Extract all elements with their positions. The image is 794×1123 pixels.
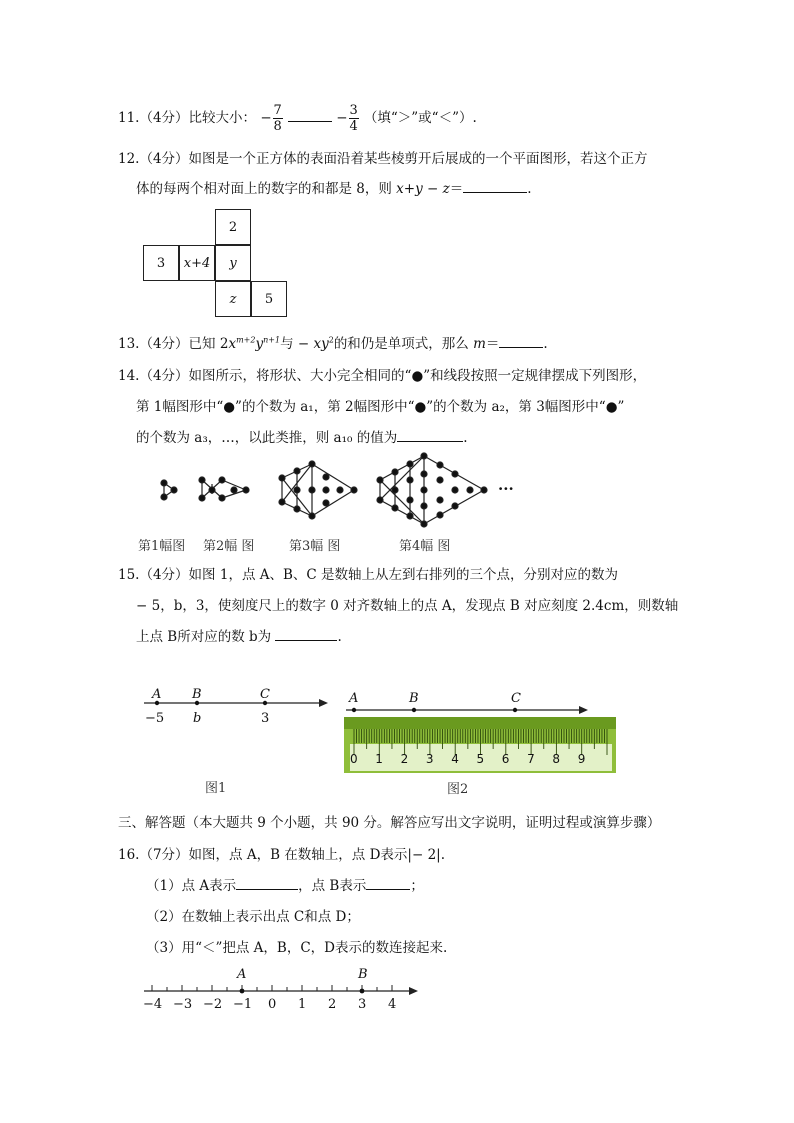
ruler-number: 5	[476, 752, 485, 766]
question-13	[118, 332, 548, 352]
value-label: b	[193, 711, 202, 726]
net-cell: y	[215, 245, 251, 281]
term-xy: xy	[313, 336, 329, 352]
q16-text: ，点 B表示	[298, 878, 367, 894]
answer-blank[interactable]	[366, 877, 410, 890]
ruler-number: 7	[527, 752, 535, 766]
answer-blank[interactable]	[499, 335, 543, 348]
q14-line3	[136, 426, 468, 446]
exponent: n+1	[263, 335, 281, 345]
dot-pattern-figures	[140, 450, 540, 535]
value-label: 3	[261, 711, 270, 726]
point-label-a: A	[349, 691, 359, 706]
ruler-number: 0	[350, 752, 358, 766]
q14-text: 的个数为 a₃，…，以此类推，则 a₁₀ 的值为	[136, 430, 398, 446]
q12-line2	[136, 177, 532, 197]
net-cell: x+4	[179, 245, 215, 281]
period: .	[527, 181, 532, 197]
q15-text: 上点 B所对应的数 b为	[136, 629, 276, 645]
equals: ＝	[449, 181, 464, 197]
figure-1-caption: 图1	[205, 781, 227, 796]
point-label-a: A	[237, 967, 247, 982]
ruler-number: 8	[552, 752, 561, 766]
pattern-3	[279, 461, 357, 519]
ruler-number: 2	[400, 752, 409, 766]
fraction-neg-3-4	[336, 103, 359, 134]
q15-line1: 15.（4分）如图 1，点 A、B、C 是数轴上从左到右排列的三个点，分别对应的数为	[118, 567, 619, 583]
caption-pattern-3: 第3幅 图	[289, 539, 341, 554]
pattern-2	[199, 477, 249, 501]
q15-line3	[136, 625, 342, 645]
net-cell: 2	[215, 209, 251, 245]
point-label-a: A	[152, 687, 162, 702]
numerator: 3	[349, 103, 358, 118]
question-11	[118, 103, 477, 134]
q11-suffix: （填“＞”或“＜”）.	[363, 110, 477, 126]
var-x: x	[228, 336, 237, 352]
caption-pattern-2: 第2幅 图	[203, 539, 255, 554]
equals: ＝	[485, 336, 500, 352]
axis-number: 0	[268, 997, 277, 1012]
q11-prefix: 11.（4分）比较大小：	[118, 110, 257, 126]
value-label: −5	[145, 711, 165, 726]
number-line-figure-1	[140, 685, 340, 755]
caption-pattern-4: 第4幅 图	[399, 539, 451, 554]
net-cell: 3	[143, 245, 179, 281]
point-label-c: C	[511, 691, 521, 706]
axis-number: −2	[203, 997, 223, 1012]
q16-part1	[146, 874, 424, 894]
q14-line2: 第 1幅图形中“●”的个数为 a₁，第 2幅图形中“●”的个数为 a₂，第 3幅图形中“●”	[136, 399, 625, 415]
ruler-number: 6	[501, 752, 510, 766]
answer-blank[interactable]	[397, 429, 463, 442]
answer-blank[interactable]	[236, 877, 298, 890]
net-cell: 5	[251, 281, 287, 317]
q12-text: 体的每两个相对面上的数字的和都是 8，则	[136, 181, 397, 197]
var-m: m	[473, 336, 486, 352]
answer-blank[interactable]	[463, 180, 527, 193]
q16-text: （1）点 A表示	[146, 878, 237, 894]
point-label-b: B	[409, 691, 419, 706]
axis-number: 4	[388, 997, 397, 1012]
minus-sign: −	[260, 110, 272, 126]
answer-blank[interactable]	[288, 109, 332, 122]
q12-line1: 12.（4分）如图是一个正方体的表面沿着某些棱剪开后展成的一个平面图形，若这个正方	[118, 151, 648, 167]
figure-2-caption: 图2	[447, 782, 469, 797]
point-label-b: B	[358, 967, 368, 982]
axis-number: 2	[328, 997, 337, 1012]
caption-pattern-1: 第1幅图	[138, 539, 186, 554]
q13-text: 与 −	[280, 336, 314, 352]
q16-part2: （2）在数轴上表示出点 C和点 D；	[146, 909, 360, 925]
fraction-neg-7-8	[260, 103, 283, 134]
q15-line2: − 5，b，3，使刻度尺上的数字 0 对齐数轴上的点 A，发现点 B 对应刻度 2.4cm，则数轴	[136, 598, 679, 614]
axis-number: −1	[233, 997, 253, 1012]
ruler-number: 4	[451, 752, 459, 766]
q14-line1: 14.（4分）如图所示，将形状、大小完全相同的“●”和线段按照一定规律摆成下列图形，	[118, 368, 647, 384]
q16-intro: 16.（7分）如图，点 A，B 在数轴上，点 D表示|− 2|.	[118, 847, 446, 863]
ellipsis: ···	[498, 480, 514, 498]
axis-number: 1	[298, 997, 307, 1012]
ruler-number: 3	[425, 752, 434, 766]
q12-expression: x+y − z	[396, 181, 450, 197]
axis-number: −4	[143, 997, 163, 1012]
exponent: 2	[328, 335, 334, 345]
answer-blank[interactable]	[275, 628, 337, 641]
numerator: 7	[273, 103, 282, 118]
point-label-b: B	[192, 687, 202, 702]
q13-text: 13.（4分）已知 2	[118, 336, 229, 352]
period: .	[543, 336, 548, 352]
pattern-1	[161, 480, 177, 500]
q16-part3: （3）用“＜”把点 A，B，C，D表示的数连接起来.	[146, 940, 448, 956]
semicolon: ；	[410, 878, 424, 894]
period: .	[337, 629, 342, 645]
minus-sign: −	[336, 110, 348, 126]
section-heading: 三、解答题（本大题共 9 个小题，共 90 分。解答应写出文字说明，证明过程或演算步骤）	[118, 815, 661, 831]
denominator: 8	[273, 119, 282, 134]
ruler-number: 9	[577, 752, 586, 766]
q13-text: 的和仍是单项式，那么	[333, 336, 474, 352]
ruler-number: 1	[375, 752, 383, 766]
axis-number: 3	[358, 997, 367, 1012]
point-label-c: C	[260, 687, 270, 702]
denominator: 4	[349, 119, 358, 134]
pattern-4	[377, 453, 487, 527]
period: .	[463, 430, 468, 446]
exponent: m+2	[236, 335, 256, 345]
net-cell: z	[215, 281, 251, 317]
axis-number: −3	[173, 997, 193, 1012]
var-y: y	[255, 336, 264, 352]
